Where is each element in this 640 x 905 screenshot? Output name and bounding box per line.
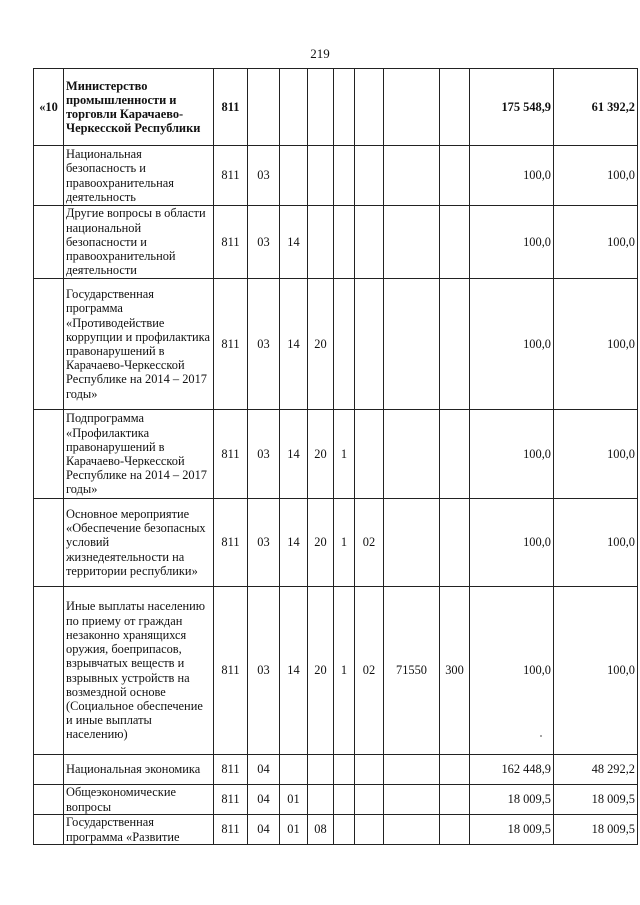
row-name-cell: Национальная безопасность и правоохранительная деятельность: [64, 146, 214, 206]
page-number: 219: [310, 46, 330, 61]
row-number-cell: «10: [34, 69, 64, 146]
program-code-cell: 20: [308, 587, 334, 755]
subsection-code-cell: 01: [280, 785, 308, 815]
subsection-code-cell: 01: [280, 815, 308, 845]
direction-code-cell: [384, 499, 440, 587]
amount-2-cell: 100,0: [554, 499, 638, 587]
amount-2-cell: 61 392,2: [554, 69, 638, 146]
amount-2-cell: 100,0: [554, 587, 638, 755]
activity-code-cell: [355, 410, 384, 499]
amount-2-cell: 18 009,5: [554, 815, 638, 845]
subsection-code-cell: 14: [280, 499, 308, 587]
amount-1-cell: 100,0: [470, 587, 554, 755]
subprogram-code-cell: [334, 69, 355, 146]
ministry-code-cell: 811: [214, 410, 248, 499]
amount-2-cell: 100,0: [554, 410, 638, 499]
expense-type-cell: [440, 146, 470, 206]
subprogram-code-cell: [334, 206, 355, 279]
section-code-cell: [248, 69, 280, 146]
direction-code-cell: [384, 755, 440, 785]
direction-code-cell: [384, 410, 440, 499]
section-code-cell: 04: [248, 755, 280, 785]
row-number-cell: [34, 755, 64, 785]
expense-type-cell: [440, 410, 470, 499]
activity-code-cell: [355, 755, 384, 785]
expense-type-cell: [440, 755, 470, 785]
program-code-cell: 20: [308, 410, 334, 499]
amount-1-cell: 18 009,5: [470, 785, 554, 815]
section-code-cell: 03: [248, 279, 280, 410]
direction-code-cell: [384, 279, 440, 410]
row-name-cell: Национальная экономика: [64, 755, 214, 785]
row-name-cell: Государственная программа «Противодействие коррупции и профилактика правонарушений в Карачаево-Черкесской Республике на 2014 – 2017 годы»: [64, 279, 214, 410]
subsection-code-cell: 14: [280, 206, 308, 279]
subsection-code-cell: [280, 146, 308, 206]
row-name-cell: Подпрограмма «Профилактика правонарушений в Карачаево-Черкесской Республике на 2014 – 2017 годы»: [64, 410, 214, 499]
subsection-code-cell: 14: [280, 587, 308, 755]
row-name-cell: Министерство промышленности и торговли Карачаево-Черкесской Республики: [64, 69, 214, 146]
section-code-cell: 03: [248, 499, 280, 587]
program-code-cell: 08: [308, 815, 334, 845]
activity-code-cell: 02: [355, 499, 384, 587]
ministry-code-cell: 811: [214, 815, 248, 845]
row-name-cell: Общеэкономические вопросы: [64, 785, 214, 815]
amount-1-cell: 18 009,5: [470, 815, 554, 845]
direction-code-cell: [384, 69, 440, 146]
row-name-cell: Основное мероприятие «Обеспечение безопасных условий жизнедеятельности на территории республики»: [64, 499, 214, 587]
ministry-code-cell: 811: [214, 785, 248, 815]
activity-code-cell: [355, 785, 384, 815]
table-row: [34, 69, 638, 146]
amount-1-cell: 175 548,9: [470, 69, 554, 146]
expense-type-cell: 300: [440, 587, 470, 755]
activity-code-cell: [355, 815, 384, 845]
program-code-cell: [308, 146, 334, 206]
subprogram-code-cell: [334, 146, 355, 206]
ministry-code-cell: 811: [214, 587, 248, 755]
row-number-cell: [34, 146, 64, 206]
program-code-cell: [308, 755, 334, 785]
ministry-code-cell: 811: [214, 755, 248, 785]
activity-code-cell: 02: [355, 587, 384, 755]
row-number-cell: [34, 206, 64, 279]
expense-type-cell: [440, 69, 470, 146]
direction-code-cell: 71550: [384, 587, 440, 755]
row-number-cell: [34, 785, 64, 815]
subsection-code-cell: 14: [280, 279, 308, 410]
row-number-cell: [34, 587, 64, 755]
subprogram-code-cell: [334, 279, 355, 410]
program-code-cell: [308, 785, 334, 815]
table-row: [34, 785, 638, 815]
table-row: [34, 279, 638, 410]
expense-type-cell: [440, 206, 470, 279]
table-row: [34, 206, 638, 279]
ministry-code-cell: 811: [214, 279, 248, 410]
row-number-cell: [34, 815, 64, 845]
table-row: [34, 755, 638, 785]
ministry-code-cell: 811: [214, 206, 248, 279]
amount-1-cell: 100,0: [470, 410, 554, 499]
table-body: [34, 69, 638, 845]
row-name-cell: Иные выплаты населению по приему от граждан незаконно хранящихся оружия, боеприпасов, взрывчатых веществ и взрывных устройств на возмездной основе (Социальное обеспечение и иные выплаты населению): [64, 587, 214, 755]
section-code-cell: 04: [248, 815, 280, 845]
section-code-cell: 03: [248, 410, 280, 499]
expense-type-cell: [440, 499, 470, 587]
amount-1-cell: 162 448,9: [470, 755, 554, 785]
section-code-cell: 04: [248, 785, 280, 815]
budget-table: [33, 68, 638, 845]
section-code-cell: 03: [248, 587, 280, 755]
activity-code-cell: [355, 206, 384, 279]
section-code-cell: 03: [248, 146, 280, 206]
program-code-cell: 20: [308, 499, 334, 587]
row-name-cell: Другие вопросы в области национальной безопасности и правоохранительной деятельности: [64, 206, 214, 279]
amount-1-cell: 100,0: [470, 279, 554, 410]
activity-code-cell: [355, 69, 384, 146]
row-number-cell: [34, 279, 64, 410]
table-row: [34, 587, 638, 755]
activity-code-cell: [355, 146, 384, 206]
subprogram-code-cell: [334, 785, 355, 815]
subprogram-code-cell: 1: [334, 499, 355, 587]
subsection-code-cell: 14: [280, 410, 308, 499]
ministry-code-cell: 811: [214, 499, 248, 587]
amount-2-cell: 100,0: [554, 279, 638, 410]
subsection-code-cell: [280, 69, 308, 146]
subprogram-code-cell: [334, 815, 355, 845]
direction-code-cell: [384, 815, 440, 845]
amount-2-cell: 100,0: [554, 206, 638, 279]
program-code-cell: [308, 206, 334, 279]
table-row: [34, 815, 638, 845]
row-name-cell: Государственная программа «Развитие: [64, 815, 214, 845]
program-code-cell: 20: [308, 279, 334, 410]
row-number-cell: [34, 499, 64, 587]
expense-type-cell: [440, 279, 470, 410]
subsection-code-cell: [280, 755, 308, 785]
amount-1-cell: 100,0: [470, 499, 554, 587]
direction-code-cell: [384, 206, 440, 279]
amount-2-cell: 100,0: [554, 146, 638, 206]
direction-code-cell: [384, 146, 440, 206]
expense-type-cell: [440, 785, 470, 815]
section-code-cell: 03: [248, 206, 280, 279]
direction-code-cell: [384, 785, 440, 815]
scan-speck: [540, 735, 542, 737]
subprogram-code-cell: 1: [334, 587, 355, 755]
amount-2-cell: 48 292,2: [554, 755, 638, 785]
program-code-cell: [308, 69, 334, 146]
amount-2-cell: 18 009,5: [554, 785, 638, 815]
expense-type-cell: [440, 815, 470, 845]
ministry-code-cell: 811: [214, 146, 248, 206]
row-number-cell: [34, 410, 64, 499]
ministry-code-cell: 811: [214, 69, 248, 146]
activity-code-cell: [355, 279, 384, 410]
amount-1-cell: 100,0: [470, 146, 554, 206]
subprogram-code-cell: [334, 755, 355, 785]
table-row: [34, 499, 638, 587]
table-row: [34, 146, 638, 206]
amount-1-cell: 100,0: [470, 206, 554, 279]
table-row: [34, 410, 638, 499]
subprogram-code-cell: 1: [334, 410, 355, 499]
